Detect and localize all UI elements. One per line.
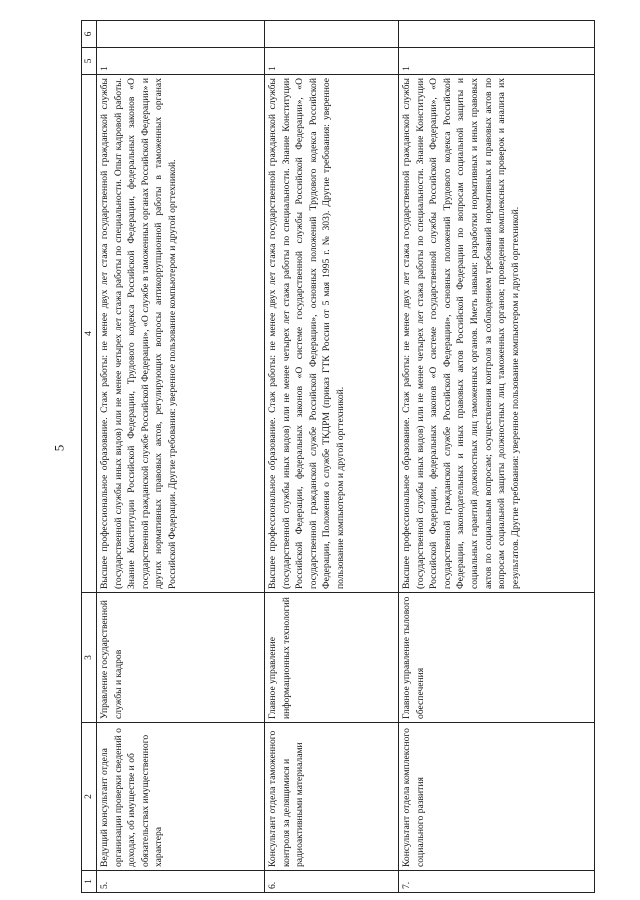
table-row [265,21,399,893]
rotated-sheet [81,21,595,893]
header-cell-1: 1 [82,871,97,893]
table-row [399,21,595,893]
position-cell: Консультант отдела таможенного контроля за делящимися и радиоактивными материалами [265,723,399,871]
header-cell-3: 3 [82,593,97,723]
requirements-cell: Высшее профессиональное образование. Стаж работы: не менее двух лет стажа государственной гражданской службы (государственной службы иных видов) или не менее четырех лет стажа работы по специальности. Опыт кадровой работы. Знание Конституции Российской Федерации, Трудового кодекса Российской Федерации, федеральных законов «О государственной гражданской службе Российской Федерации», «О службе в таможенных органах Российской Федерации» и других нормативных правовых актов, регулирующих вопросы антикоррупционной работы в таможенных органах Российской Федерации. Другие требования: уверенное пользование компьютером и другой оргтехникой. [97,75,265,593]
count-cell: 1 [399,48,595,75]
count-cell: 1 [265,48,399,75]
unit-cell: Главное управление информационных технологий [265,593,399,723]
count-cell: 1 [97,48,265,75]
page-number: 5 [51,444,67,452]
unit-cell: Управление государственной службы и кадров [97,593,265,723]
row-number: 6. [265,871,399,893]
note-cell [265,21,399,48]
row-number: 5. [97,871,265,893]
unit-cell: Главное управление тылового обеспечения [399,593,595,723]
table-row [97,21,265,893]
row-number: 7. [399,871,595,893]
vacancy-table [81,20,595,893]
header-cell-2: 2 [82,723,97,871]
requirements-cell: Высшее профессиональное образование. Стаж работы: не менее двух лет стажа государственной гражданской службы (государственной службы иных видов) или не менее четырех лет стажа работы по специальности. Знание Конституции Российской Федерации, федеральных законов «О системе государственной службы Российской Федерации», «О государственной гражданской службе Российской Федерации», основных положений Трудового кодекса Российской Федерации, законодательных и иных правовых актов Российской Федерации по вопросам социальной защиты и социальных гарантий должностных лиц таможенных органов. Иметь навыки: разработки нормативных и иных правовых актов по социальным вопросам; осуществления контроля за соблюдением требований нормативных и правовых актов по вопросам социальной защиты должностных лиц таможенных органов; проведения комплексных проверок и анализа их результатов. Другие требования: уверенное пользование компьютером и другой оргтехникой. [399,75,595,593]
requirements-cell: Высшее профессиональное образование. Стаж работы: не менее двух лет стажа государственной гражданской службы (государственной службы иных видов) или не менее четырех лет стажа работы по специальности. Знание Конституции Российской Федерации, федеральных законов «О системе государственной службы Российской Федерации», «О государственной гражданской службе Российской Федерации», основных положений Трудового кодекса Российской Федерации, Положения о службе ТКДРМ (приказ ГТК России от 5 мая 1995 г. № 303). Другие требования: уверенное пользование компьютером и другой оргтехникой. [265,75,399,593]
position-cell: Ведущий консультант отдела организации проверки сведений о доходах, об имуществе и об обязательствах имущественного характера [97,723,265,871]
header-cell-4: 4 [82,75,97,593]
position-cell: Консультант отдела комплексного социального развития [399,723,595,871]
header-cell-6: 6 [82,21,97,48]
header-cell-5: 5 [82,48,97,75]
header-row [82,21,97,893]
note-cell [97,21,265,48]
note-cell [399,21,595,48]
